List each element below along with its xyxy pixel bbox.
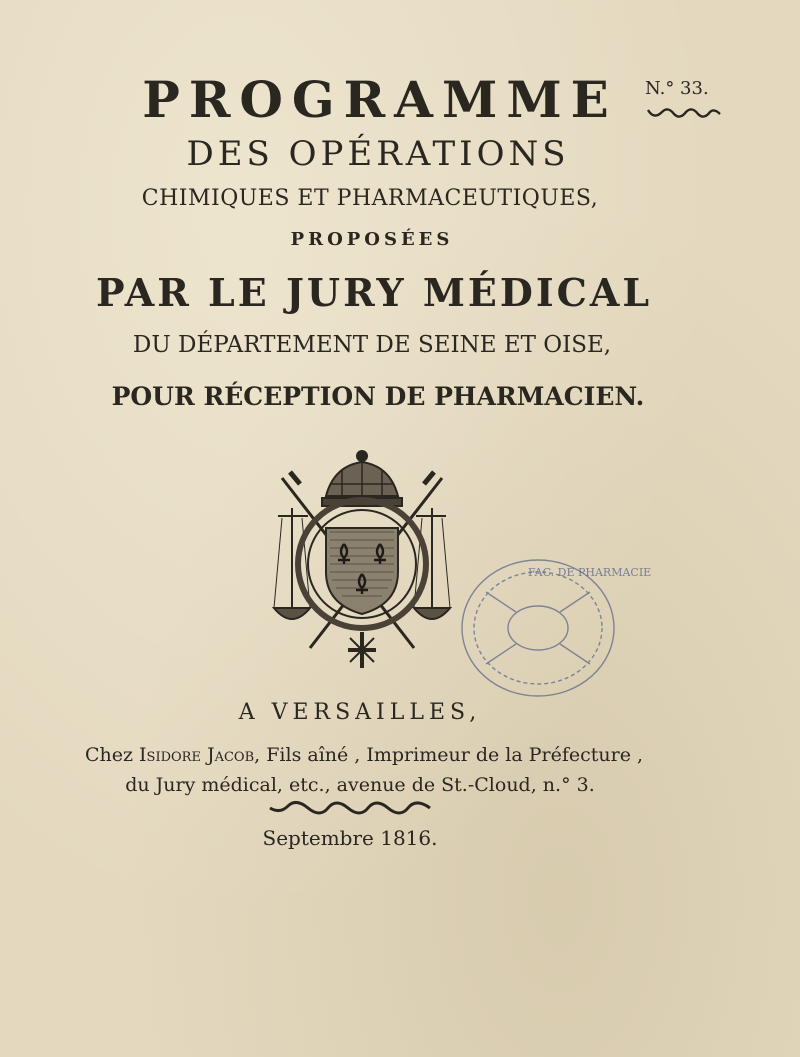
- stamp-text: FAC. DE PHARMACIE: [528, 566, 652, 579]
- publisher-last-name: Jacob: [206, 744, 255, 766]
- publisher-rest: , Fils aîné , Imprimeur de la Préfecture ,: [254, 744, 644, 766]
- imprint-address: du Jury médical, etc., avenue de St.-Cloud, n.° 3.: [125, 774, 595, 796]
- page-subtitle: DES OPÉRATIONS: [186, 134, 570, 174]
- publication-date: Septembre 1816.: [262, 826, 438, 850]
- title-line-6: DU DÉPARTEMENT DE SEINE ET OISE,: [132, 332, 612, 358]
- royal-arms-emblem-icon: [264, 448, 460, 676]
- title-line-3: CHIMIQUES ET PHARMACEUTIQUES,: [141, 186, 599, 211]
- ornamental-rule-icon: [268, 800, 432, 816]
- page-title: PROGRAMME: [142, 70, 618, 129]
- imprint-place: A VERSAILLES,: [238, 700, 482, 725]
- publisher-prefix: Chez: [84, 744, 133, 766]
- title-line-5: PAR LE JURY MÉDICAL: [95, 270, 653, 315]
- document-number: N.° 33.: [645, 78, 709, 99]
- title-line-7: POUR RÉCEPTION DE PHARMACIEN.: [111, 382, 645, 411]
- imprint-publisher: [4, 744, 724, 766]
- title-line-4: PROPOSÉES: [290, 229, 454, 250]
- library-stamp-icon: [456, 552, 652, 708]
- publisher-first-name: Isidore: [139, 744, 201, 766]
